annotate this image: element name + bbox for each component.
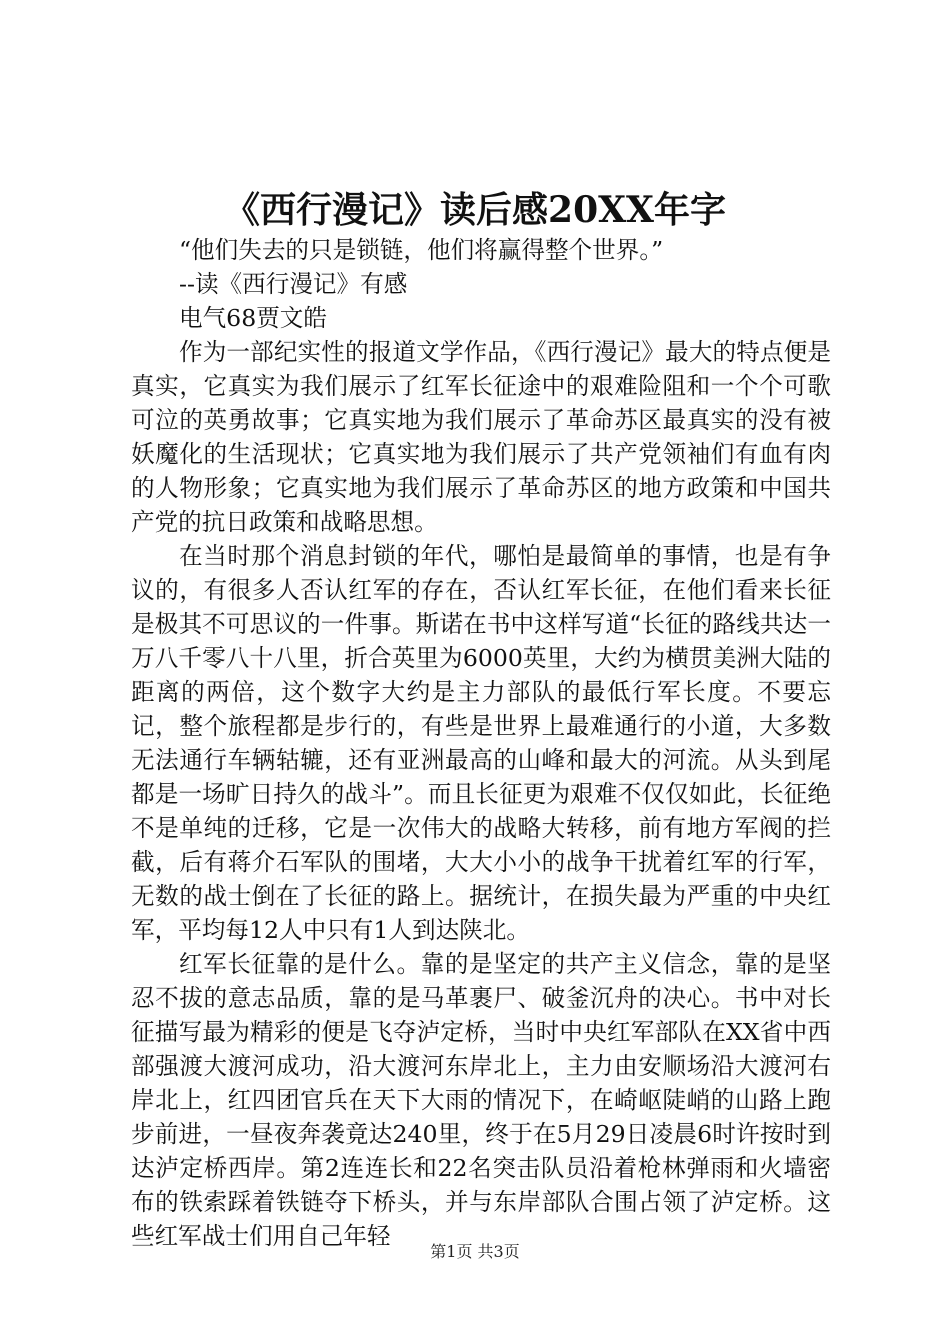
author-line: 电气68贾文皓: [179, 304, 327, 332]
subtitle-line: --读《西行漫记》有感: [179, 270, 408, 298]
paragraph-3: 红军长征靠的是什么。靠的是坚定的共产主义信念，靠的是坚忍不拔的意志品质，靠的是马革裹尸、破釜沉舟的决心。书中对长征描写最为精彩的便是飞夺泸定桥，当时中央红军部队在XX省中西部强渡大渡河成功，沿大渡河东岸北上，主力由安顺场沿大渡河右岸北上，红四团官兵在天下大雨的情况下，在崎岖陡峭的山路上跑步前进，一昼夜奔袭竟达240里，终于在5月29日凌晨6时许按时到达泸定桥西岸。第2连连长和22名突击队员沿着枪林弹雨和火墙密布的铁索踩着铁链夺下桥头，并与东岸部队合围占领了泸定桥。这些红军战士们用自己年轻: [131, 950, 831, 1250]
paragraph-2: 在当时那个消息封锁的年代，哪怕是最简单的事情，也是有争议的，有很多人否认红军的存在，否认红军长征，在他们看来长征是极其不可思议的一件事。斯诺在书中这样写道“长征的路线共达一万八千零八十八里，折合英里为6000英里，大约为横贯美洲大陆的距离的两倍，这个数字大约是主力部队的最低行军长度。不要忘记，整个旅程都是步行的，有些是世界上最难通行的小道，大多数无法通行车辆轱辘，还有亚洲最高的山峰和最大的河流。从头到尾都是一场旷日持久的战斗”。而且长征更为艰难不仅仅如此，长征绝不是单纯的迁移，它是一次伟大的战略大转移，前有地方军阀的拦截，后有蒋介石军队的围堵，大大小小的战争干扰着红军的行军，无数的战士倒在了长征的路上。据统计，在损失最为严重的中央红军，平均每12人中只有1人到达陕北。: [131, 542, 831, 944]
document-body: [131, 233, 831, 1253]
document-title: 《西行漫记》读后感20XX年字: [224, 189, 726, 231]
quote-line: “他们失去的只是锁链，他们将赢得整个世界。”: [179, 236, 664, 264]
paragraph-1: 作为一部纪实性的报道文学作品，《西行漫记》最大的特点便是真实，它真实为我们展示了红军长征途中的艰难险阻和一个个可歌可泣的英勇故事；它真实地为我们展示了革命苏区最真实的没有被妖魔化的生活现状；它真实地为我们展示了共产党领袖们有血有肉的人物形象；它真实地为我们展示了革命苏区的地方政策和中国共产党的抗日政策和战略思想。: [131, 338, 831, 536]
page-footer: 第1页 共3页: [430, 1242, 520, 1261]
